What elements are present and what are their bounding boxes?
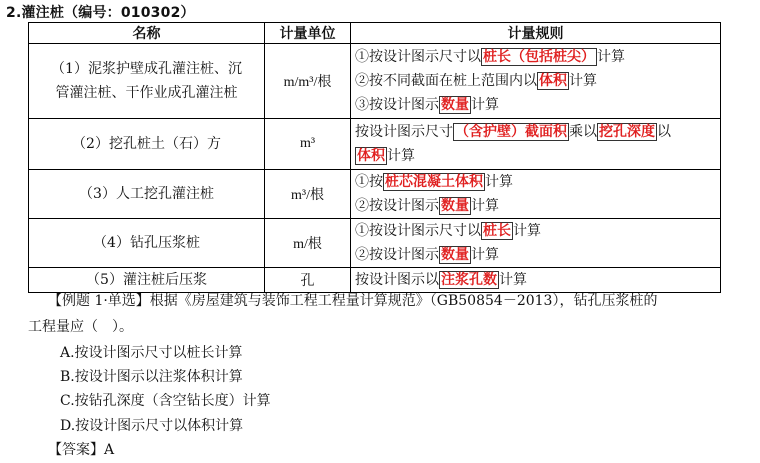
highlighted-term: 挖孔深度 [599,124,655,140]
rule-text: 计算 [471,97,499,113]
rule-text: 计算 [513,223,541,239]
rule-text: 计算 [471,198,499,214]
rule-text: 乘以 [569,124,597,140]
option-b: B.按设计图示以注浆体积计算 [60,369,243,385]
highlighted-term: 桩长 [483,223,511,239]
measurement-unit: m³ [265,119,351,170]
highlighted-term: 桩长（包括桩尖） [483,49,595,65]
pile-type-name [29,268,265,293]
table-header-row [29,23,721,44]
pile-type-name [29,44,265,119]
highlighted-term: （含护壁）截面积 [455,124,567,140]
rule-text: 计算 [499,272,527,288]
rule-line [355,243,716,267]
highlighted-term: 桩芯混凝土体积 [385,174,483,190]
option-d: D.按设计图示尺寸以体积计算 [60,418,244,434]
measurement-rule [351,170,721,219]
table-row [29,268,721,293]
pile-type-name-line: （5）灌注桩后压浆 [86,272,207,288]
measurement-rule [351,44,721,119]
pile-type-name-line: （1）泥浆护壁成孔灌注桩、沉 [51,61,242,77]
pile-type-name-line: （4）钻孔压浆桩 [93,235,200,251]
rule-text: ①按 [355,174,383,190]
measurement-rule [351,119,721,170]
measurement-rule [351,219,721,268]
pile-type-name [29,219,265,268]
pile-type-name-line: （3）人工挖孔灌注桩 [79,186,214,202]
rule-line [355,219,716,243]
rule-text: 按设计图示以 [355,272,439,288]
measurement-unit: m/根 [265,219,351,268]
table-row [29,119,721,170]
highlighted-term: 数量 [441,247,469,263]
highlighted-term: 数量 [441,97,469,113]
option-c: C.按钻孔深度（含空钻长度）计算 [60,393,271,409]
rule-text: 计算 [387,148,415,164]
rule-line [355,170,716,194]
table-row [29,170,721,219]
pile-type-name [29,119,265,170]
measurement-rules-table [28,22,721,293]
pile-type-name-line: 管灌注桩、干作业成孔灌注桩 [55,85,238,101]
rule-line [355,45,716,69]
pile-type-name [29,170,265,219]
rule-text: 计算 [597,49,625,65]
table-row [29,44,721,119]
rule-line [355,268,716,292]
rule-line [355,194,716,218]
measurement-rule [351,268,721,293]
rule-text: ②按设计图示 [355,198,439,214]
rule-text: ③按设计图示 [355,97,439,113]
section-heading: 2.灌注桩（编号：010302） [6,5,195,21]
highlighted-term: 体积 [357,148,385,164]
rule-line [355,93,716,117]
pile-type-name-line: （2）挖孔桩土（石）方 [72,136,221,152]
rule-text: ①按设计图示尺寸以 [355,223,481,239]
rule-text: ②按设计图示 [355,247,439,263]
question-text: 【例题 1·单选】根据《房屋建筑与装饰工程工程量计算规范》（GB50854－2013），钻孔压浆桩的 [48,293,658,309]
rule-line [355,144,716,168]
rule-text: ②按不同截面在桩上范围内以 [355,73,537,89]
highlighted-term: 注浆孔数 [441,272,497,288]
header-unit: 计量单位 [265,23,351,44]
header-rule: 计量规则 [351,23,721,44]
measurement-unit: m³/根 [265,170,351,219]
rule-text: 计算 [471,247,499,263]
rule-text: 以 [657,124,671,140]
table-row [29,219,721,268]
rule-line [355,120,716,144]
measurement-unit: m/m³/根 [265,44,351,119]
rule-text: 计算 [485,174,513,190]
rule-text: ①按设计图示尺寸以 [355,49,481,65]
rule-text: 按设计图示尺寸 [355,124,453,140]
highlighted-term: 数量 [441,198,469,214]
rule-text: 计算 [569,73,597,89]
measurement-unit: 孔 [265,268,351,293]
highlighted-term: 体积 [539,73,567,89]
header-name: 名称 [29,23,265,44]
rule-line [355,69,716,93]
option-a: A.按设计图示尺寸以桩长计算 [60,345,243,361]
question-text-cont: 工程量应（ ）。 [28,319,133,335]
answer: 【答案】A [48,442,115,458]
